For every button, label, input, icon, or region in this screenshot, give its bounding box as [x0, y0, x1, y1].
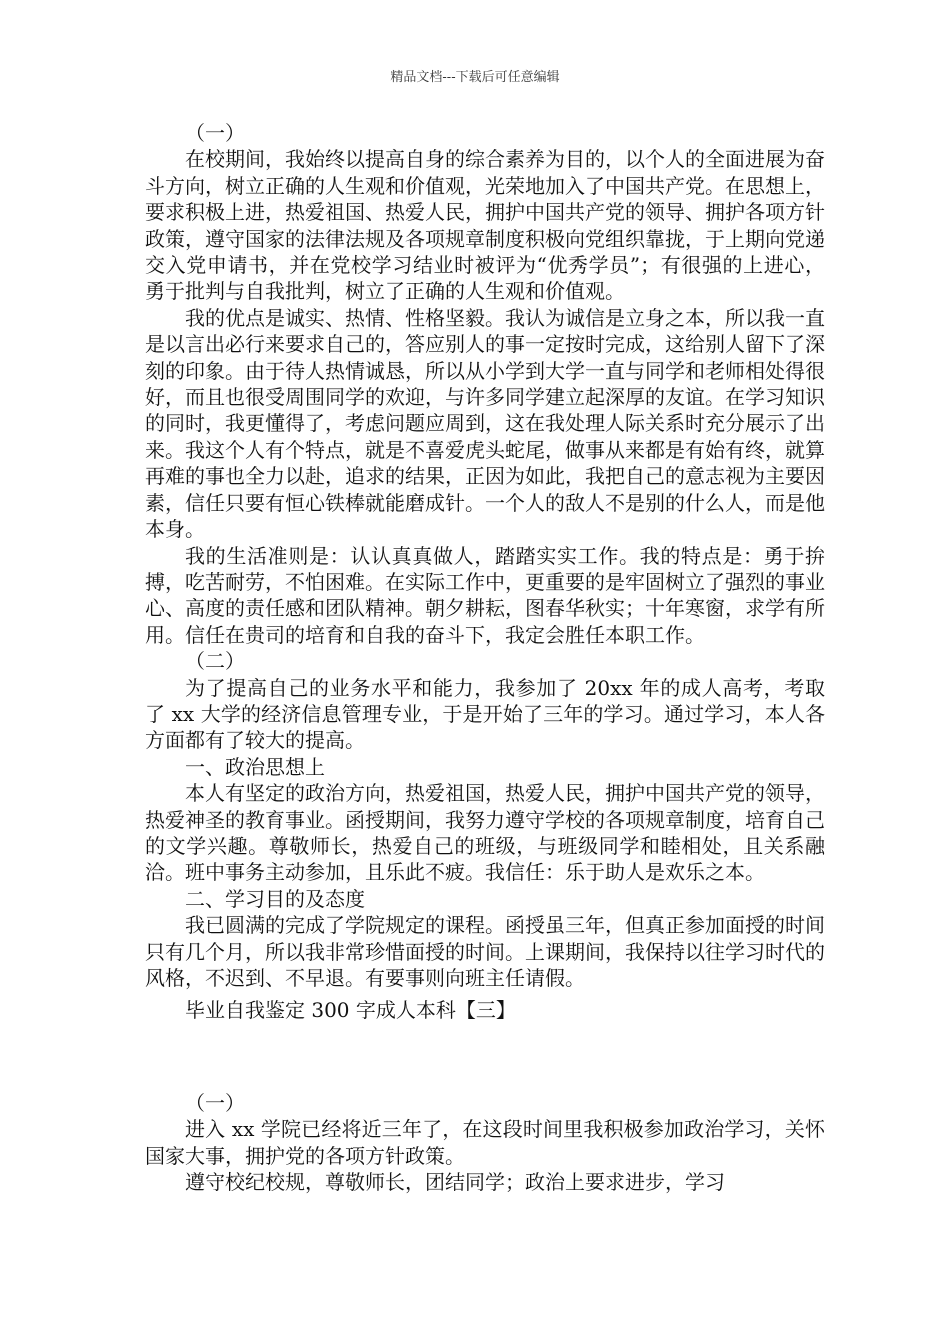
section-heading: （二） — [185, 649, 245, 674]
document-body — [145, 120, 825, 1195]
paragraph: 本人有坚定的政治方向，热爱祖国，热爱人民，拥护中国共产党的领导，热爱神圣的教育事业。函授期间，我努力遵守学校的各项规章制度，培育自己的文学兴趣。尊敬师长，热爱自己的班级，与班级同学和睦相处，且关系融洽。班中事务主动参加，且乐此不疲。我信任：乐于助人是欢乐之本。 — [145, 781, 825, 885]
section-heading: （一） — [185, 121, 245, 145]
paragraph: 我已圆满的完成了学院规定的课程。函授虽三年，但真正参加面授的时间只有几个月，所以我非常珍惜面授的时间。上课期间，我保持以往学习时代的风格，不迟到、不早退。有要事则向班主任请假。 — [145, 913, 825, 990]
paragraph: 在校期间，我始终以提高自身的综合素养为目的，以个人的全面进展为奋斗方向，树立正确的人生观和价值观，光荣地加入了中国共产党。在思想上，要求积极上进，热爱祖国、热爱人民，拥护中国共产党的领导、拥护各项方针政策，遵守国家的法律法规及各项规章制度积极向党组织靠拢，于上期向党递交入党申请书，并在党校学习结业时被评为“优秀学员”；有很强的上进心，勇于批判与自我批判，树立了正确的人生观和价值观。 — [145, 147, 825, 304]
section-heading: 二、学习目的及态度 — [185, 886, 365, 911]
section-heading: 一、政治思想上 — [185, 754, 325, 779]
blank-line — [145, 1044, 825, 1070]
paragraph: 我的生活准则是：认认真真做人，踏踏实实工作。我的特点是：勇于拚搏，吃苦耐劳，不怕困难。在实际工作中，更重要的是牢固树立了强烈的事业心、高度的责任感和团队精神。朝夕耕耘，图春华秋实；十年寒窗，求学有所用。信任在贵司的培育和自我的奋斗下，我定会胜任本职工作。 — [145, 543, 825, 647]
paragraph: 进入 xx 学院已经将近三年了，在这段时间里我积极参加政治学习，关怀国家大事，拥护党的各项方针政策。 — [145, 1117, 825, 1168]
page-header: 精品文档---下载后可任意编辑 — [390, 70, 560, 85]
section-heading: （一） — [185, 1090, 245, 1115]
section-title: 毕业自我鉴定 300 字成人本科【三】 — [185, 998, 516, 1023]
paragraph: 我的优点是诚实、热情、性格坚毅。我认为诚信是立身之本，所以我一直是以言出必行来要求自己的，答应别人的事一定按时完成，这给别人留下了深刻的印象。由于待人热情诚恳，所以从小学到大学一直与同学和老师相处得很好，而且也很受周围同学的欢迎，与许多同学建立起深厚的友谊。在学习知识的同时，我更懂得了，考虑问题应周到，这在我处理人际关系时充分展示了出来。我这个人有个特点，就是不喜爱虎头蛇尾，做事从来都是有始有终，就算再难的事也全力以赴，追求的结果，正因为如此，我把自己的意志视为主要因素，信任只要有恒心铁棒就能磨成针。一个人的敌人不是别的什么人，而是他本身。 — [145, 305, 825, 542]
paragraph: 遵守校纪校规，尊敬师长，团结同学；政治上要求进步，学习 — [185, 1170, 725, 1195]
paragraph: 为了提高自己的业务水平和能力，我参加了 20xx 年的成人高考，考取了 xx 大学的经济信息管理专业，于是开始了三年的学习。通过学习，本人各方面都有了较大的提高。 — [145, 675, 825, 753]
